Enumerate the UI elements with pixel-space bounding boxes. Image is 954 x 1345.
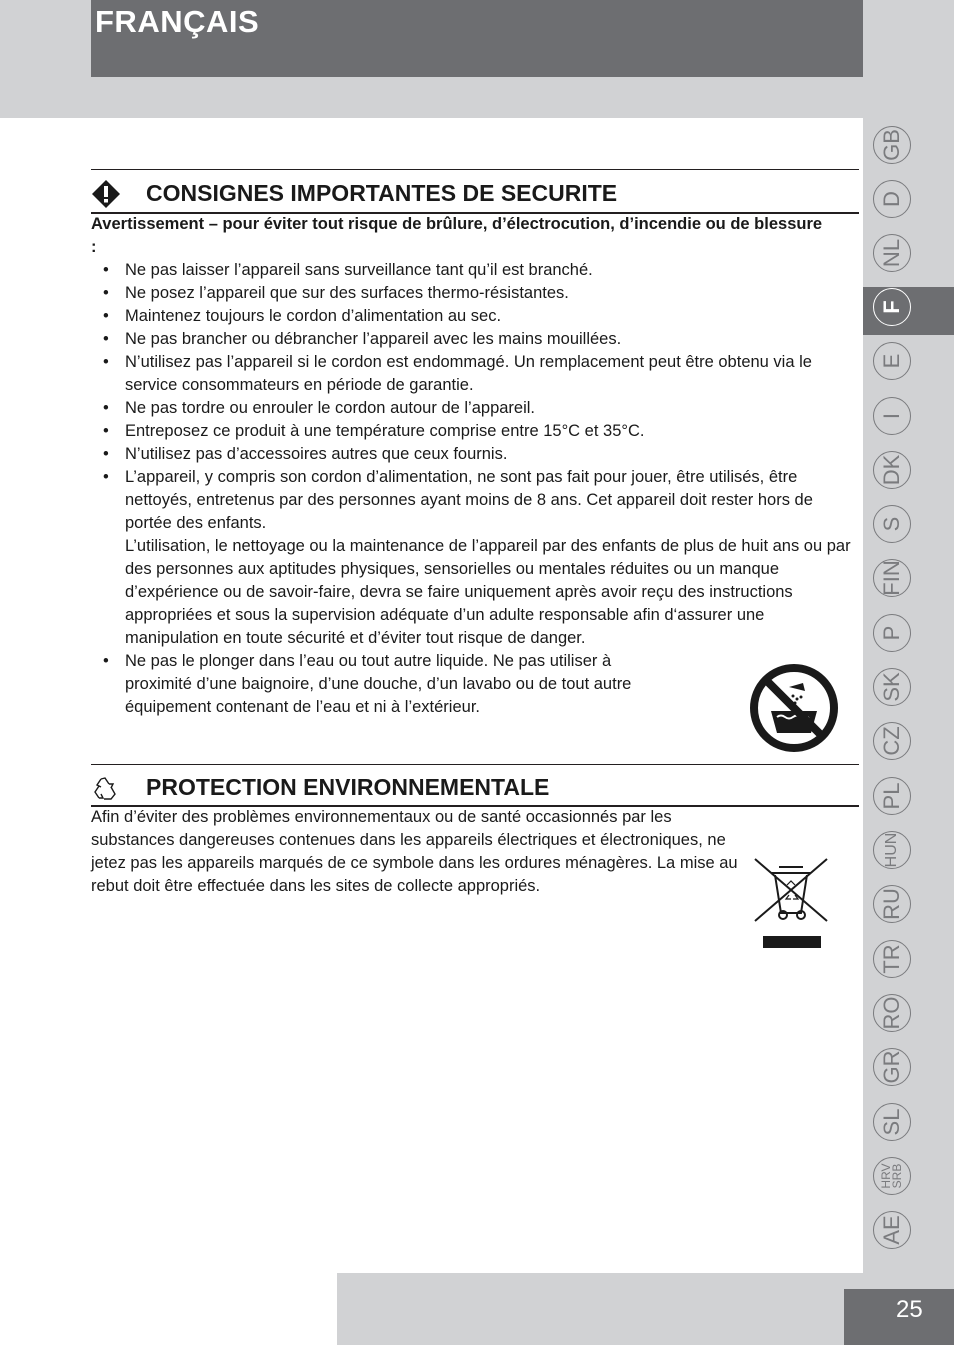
language-tab-pl[interactable] (873, 777, 911, 815)
language-tab-hrv-srb[interactable] (873, 1157, 911, 1195)
section-rule-top (91, 169, 859, 170)
language-tab-gb[interactable] (873, 126, 911, 164)
recycle-icon (91, 776, 119, 802)
language-label: AE (879, 1215, 904, 1245)
list-item-text: • L’appareil, y compris son cordon d’alimentation, ne sont pas fait pour jouer, être utilisés, être nettoyés, entretenus par des personnes ayant moins de 8 ans. Cet appareil doit rester hors de portée des enfants. (125, 468, 813, 532)
list-item-text: • Ne pas le plonger dans l’eau ou tout autre liquide. Ne pas utiliser à proximité d’une baignoire, d’une douche, d’un lavabo ou de tout autre équipement contenant de l’eau et ni à l’extérieur. (125, 652, 632, 716)
language-label: RO (879, 996, 904, 1030)
language-label: PL (879, 782, 904, 810)
language-tab-sl[interactable] (873, 1103, 911, 1141)
language-label: TR (879, 944, 904, 974)
weee-bin-icon (753, 857, 829, 951)
language-tab-s[interactable] (873, 505, 911, 543)
language-label: I (879, 412, 904, 420)
language-tab-p[interactable] (873, 614, 911, 652)
language-tab-ru[interactable] (873, 885, 911, 923)
language-label: RU (879, 888, 904, 920)
language-tab-i[interactable] (873, 397, 911, 435)
language-label: GB (879, 129, 904, 161)
language-label: P (879, 625, 904, 641)
page-number-box (844, 1289, 954, 1345)
language-label: F (879, 300, 904, 314)
language-label: FIN (879, 560, 904, 596)
language-tab-f[interactable] (873, 288, 911, 326)
list-item (91, 466, 856, 650)
environment-paragraph: Afin d’éviter des problèmes environnementaux ou de santé occasionnés par les substances dangereuses contenues dans les appareils électriques et électroniques, ne jetez pas les appareils marqués de ce symbole dans les ordures ménagères. La mise au rebut doit être effectuée dans les sites de collecte appropriés. (91, 808, 738, 895)
language-tab-ae[interactable] (873, 1211, 911, 1249)
list-item (91, 351, 856, 397)
language-label: E (879, 353, 904, 369)
language-tab-gr[interactable] (873, 1048, 911, 1086)
warning-icon (91, 179, 121, 209)
list-item (91, 420, 856, 443)
language-label: CZ (879, 726, 904, 756)
page-bottom-area (0, 1273, 337, 1345)
section-rule-top (91, 764, 859, 765)
page-number: 25 (896, 1296, 923, 1323)
list-item (91, 443, 856, 466)
language-tab-hun[interactable] (873, 831, 911, 869)
language-tabs (863, 118, 954, 1278)
language-label: SK (879, 672, 904, 702)
safety-list (91, 259, 856, 719)
no-water-icon (749, 663, 839, 753)
list-item-text: • Ne pas brancher ou débrancher l’appareil avec les mains mouillées. (125, 330, 622, 348)
list-item (91, 282, 856, 305)
language-tab-sk[interactable] (873, 668, 911, 706)
list-item-text: • Maintenez toujours le cordon d’alimentation au sec. (125, 307, 502, 325)
language-label: NL (879, 238, 904, 268)
header-bar (91, 0, 863, 77)
language-label: HUN (883, 832, 900, 868)
environment-section-header (91, 764, 859, 808)
language-label: D (879, 191, 904, 207)
safety-section-header (91, 169, 859, 215)
language-label: S (879, 516, 904, 532)
list-item-text: • Entreposez ce produit à une température comprise entre 15°C et 35°C. (125, 422, 645, 440)
list-item-text: • N’utilisez pas d’accessoires autres que ceux fournis. (125, 445, 508, 463)
language-label: HRV SRB (879, 1163, 904, 1189)
list-item-text: • Ne pas laisser l’appareil sans surveillance tant qu’il est branché. (125, 261, 593, 279)
language-tab-fin[interactable] (873, 559, 911, 597)
language-tab-tr[interactable] (873, 940, 911, 978)
language-tab-ro[interactable] (873, 994, 911, 1032)
language-label: DK (879, 454, 904, 486)
list-item (91, 305, 856, 328)
environment-title: PROTECTION ENVIRONNEMENTALE (146, 774, 550, 800)
list-item (91, 259, 856, 282)
list-item-text: • Ne pas tordre ou enrouler le cordon autour de l’appareil. (125, 399, 536, 417)
list-item-text-continued: L’utilisation, le nettoyage ou la maintenance de l’appareil par des enfants de plus de huit ans ou par des personnes aux aptitudes physiques, sensorielles ou mentales réduites ou un manque d’expérience ou de savoir-faire, devra se faire uniquement après avoir reçu des instructions appropriées et sous la supervision adéquate d’un adulte responsable afin d‘assurer une manipulation en toute sécurité et d’éviter tout risque de danger. (125, 537, 851, 647)
list-item (91, 328, 856, 351)
safety-title: CONSIGNES IMPORTANTES DE SECURITE (146, 180, 618, 206)
language-tab-nl[interactable] (873, 234, 911, 272)
list-item (91, 397, 856, 420)
language-label: GR (879, 1050, 904, 1084)
language-tab-d[interactable] (873, 180, 911, 218)
language-tab-dk[interactable] (873, 451, 911, 489)
list-item-text: • N’utilisez pas l’appareil si le cordon est endommagé. Un remplacement peut être obtenu via le service consommateurs en période de garantie. (125, 353, 812, 394)
language-label: SL (879, 1108, 904, 1136)
page-title: FRANÇAIS (95, 4, 260, 39)
list-item-text: • Ne posez l’appareil que sur des surfaces thermo-résistantes. (125, 284, 569, 302)
language-tab-cz[interactable] (873, 722, 911, 760)
list-item (91, 650, 856, 719)
warning-lead: Avertissement – pour éviter tout risque de brûlure, d’électrocution, d’incendie ou de blessure : (91, 215, 823, 256)
environment-text (91, 806, 851, 898)
language-tab-e[interactable] (873, 342, 911, 380)
